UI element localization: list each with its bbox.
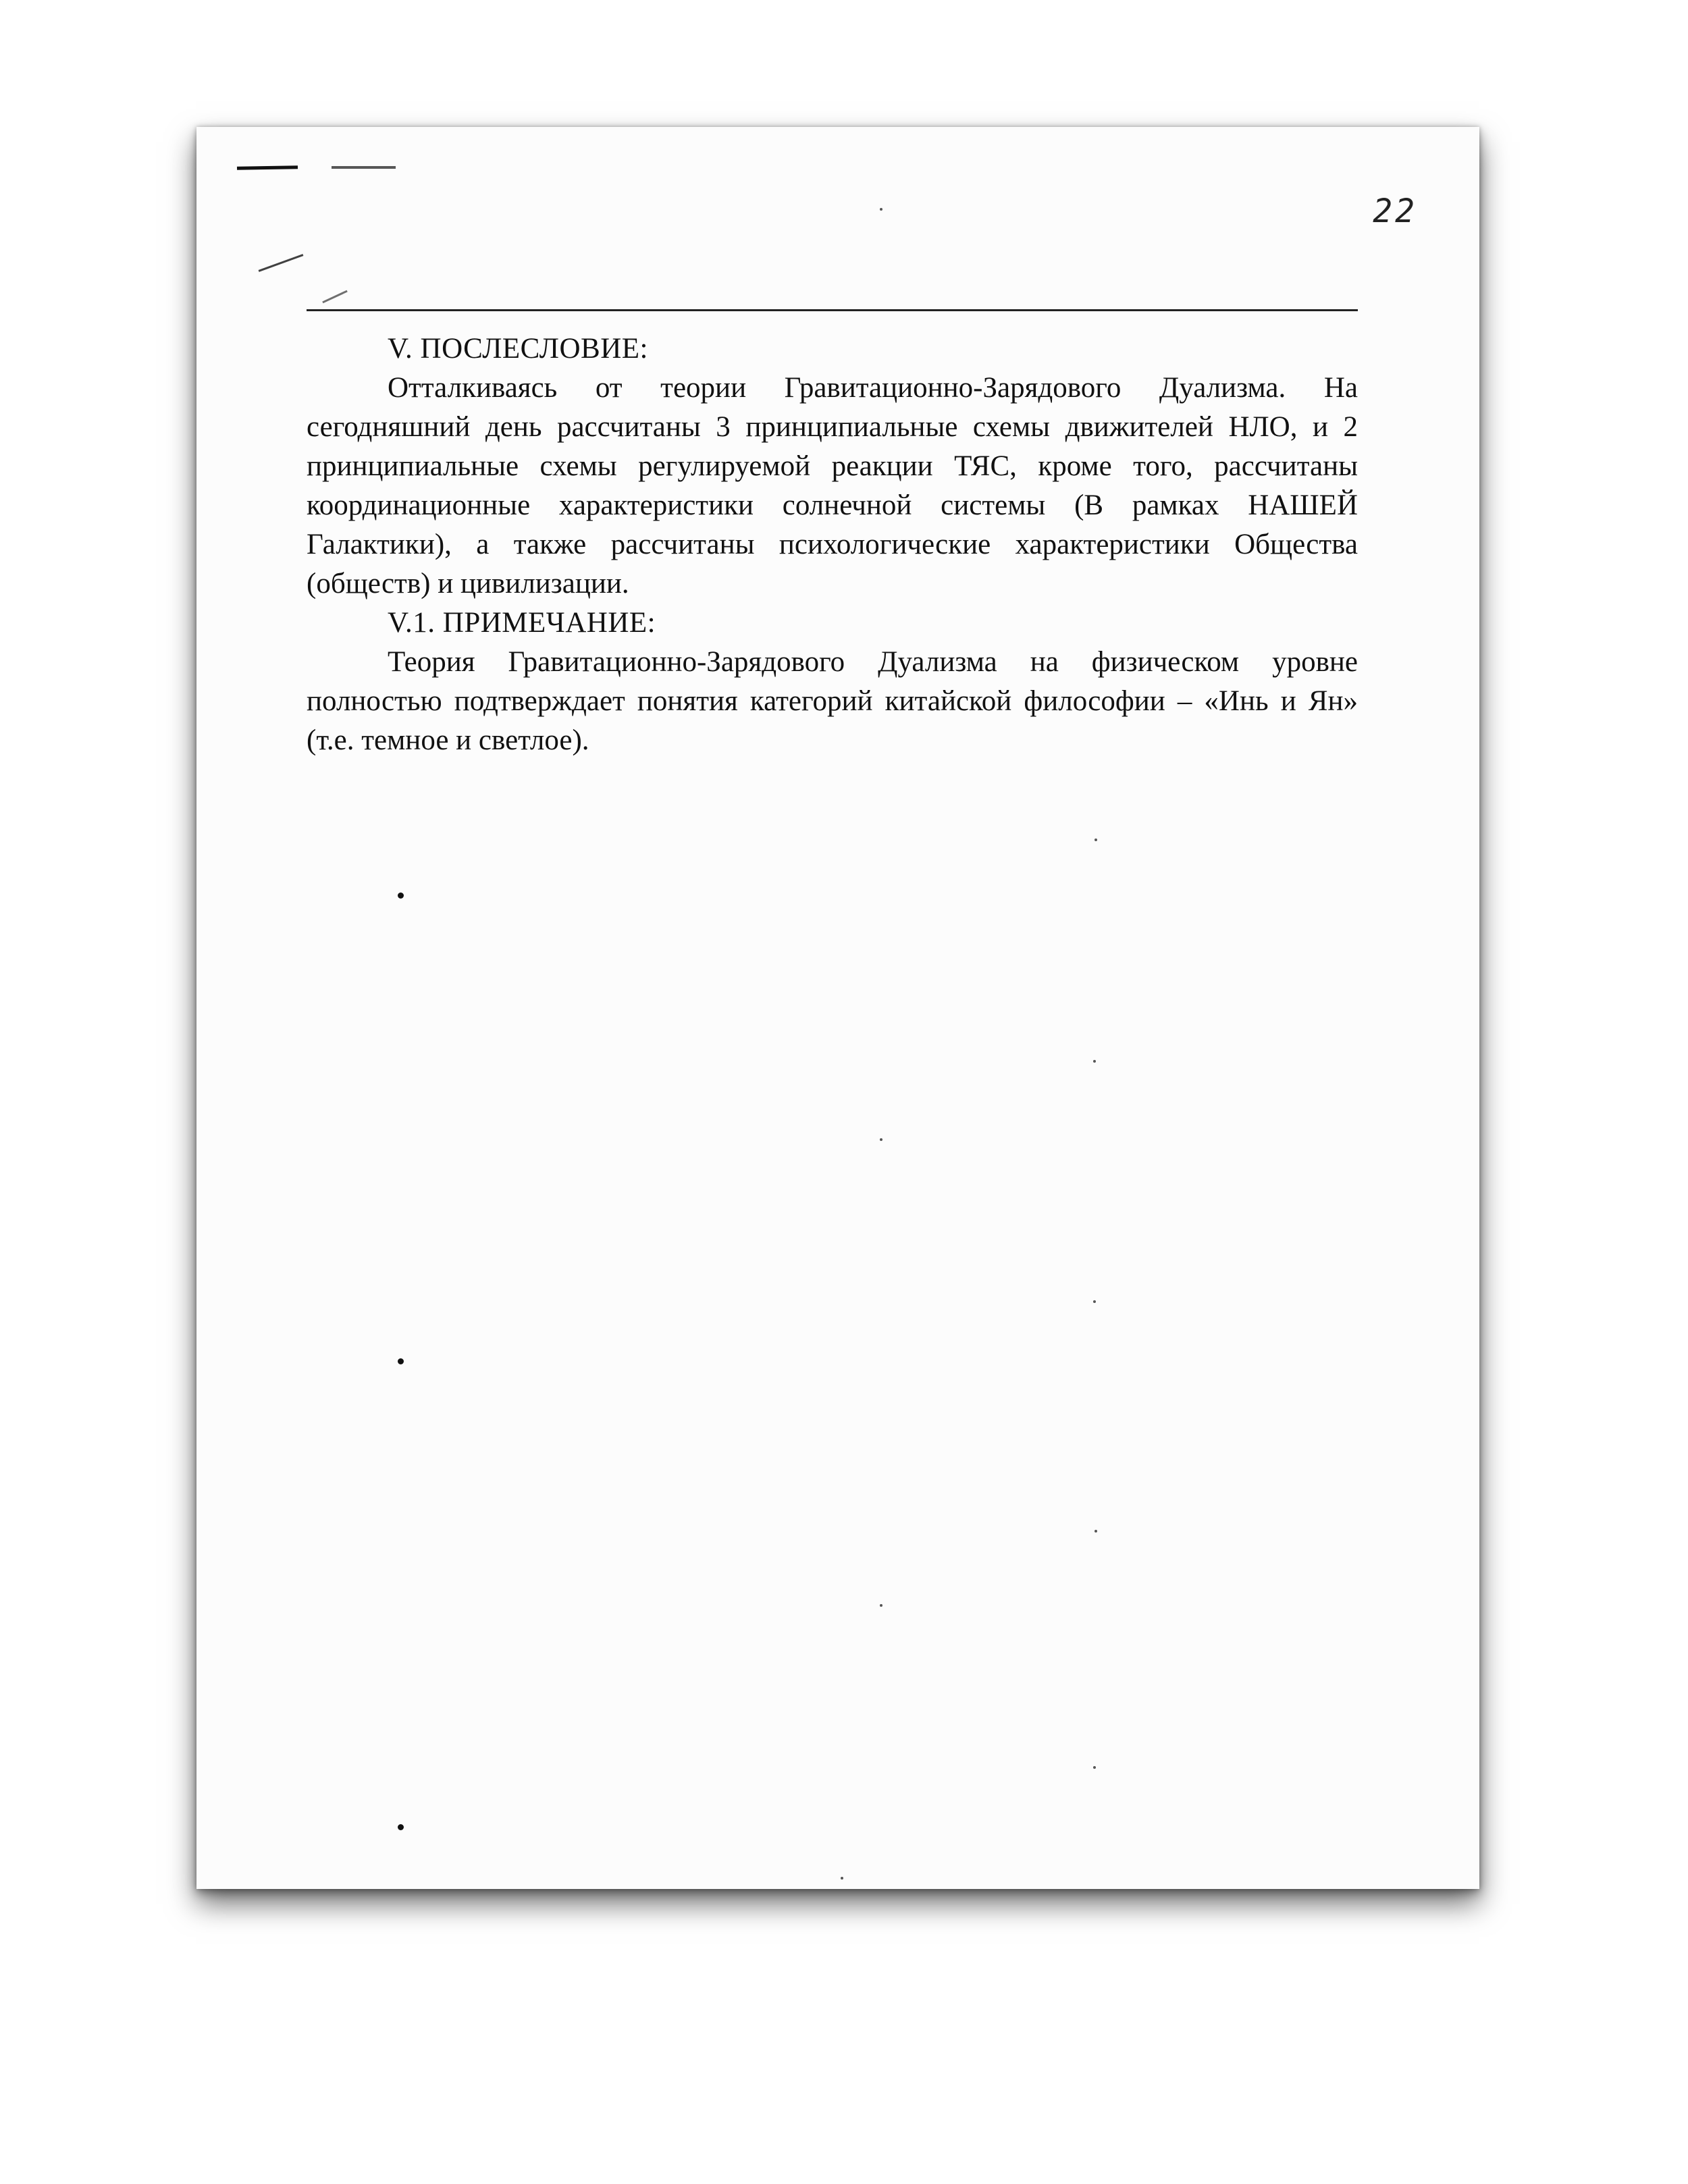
punch-mark	[398, 1358, 404, 1364]
page-number: 22	[1373, 192, 1417, 230]
subsection-title: V.1. ПРИМЕЧАНИЕ:	[388, 607, 656, 639]
document-body	[307, 329, 1358, 760]
subsection-paragraph: Теория Гравитационно-Зарядового Дуализма на физическом уровне полностью подтверждает понятия категорий китайской философии – «Инь и Ян» (т.е. темное и светлое).	[307, 646, 1358, 756]
scan-mark	[259, 254, 304, 272]
scan-speck	[841, 1877, 843, 1880]
scan-speck	[880, 1604, 882, 1607]
scan-speck	[880, 208, 882, 211]
section-title: V. ПОСЛЕСЛОВИЕ:	[388, 333, 648, 365]
punch-mark	[398, 893, 404, 899]
punch-mark	[398, 1824, 404, 1830]
header-rule	[307, 309, 1358, 311]
scan-speck	[880, 1138, 882, 1141]
scan-speck	[1093, 1060, 1096, 1063]
scan-speck	[1093, 1300, 1096, 1303]
scan-speck	[1094, 838, 1097, 841]
scan-mark	[237, 165, 298, 170]
scan-mark	[332, 166, 396, 169]
document-page	[196, 127, 1479, 1889]
scan-speck	[1093, 1766, 1096, 1769]
section-paragraph: Отталкиваясь от теории Гравитационно-Зарядового Дуализма. На сегодняшний день рассчитаны 3 принципиальные схемы движителей НЛО, и 2 принципиальные схемы регулируемой реакции ТЯС, кроме того, рассчитаны координационные характеристики солнечной системы (В рамках НАШЕЙ Галактики), а также рассчитаны психологические характеристики Общества (обществ) и цивилизации.	[307, 372, 1358, 600]
scan-mark	[322, 290, 348, 304]
scan-speck	[1094, 1530, 1097, 1533]
